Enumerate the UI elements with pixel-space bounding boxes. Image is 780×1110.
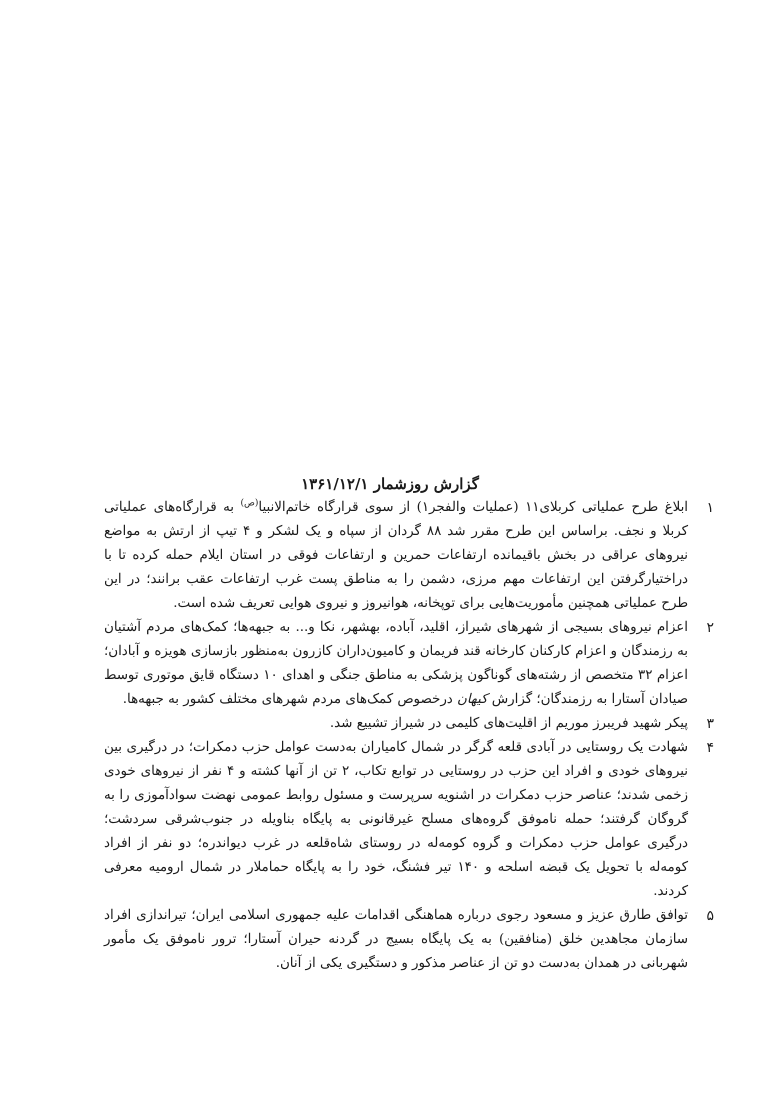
report-item-3 — [104, 712, 714, 736]
item-number: ۵ — [706, 908, 714, 924]
item-text-part: اعزام نیروهای بسیجی از شهرهای شیراز، اقلید، آباده، بهشهر، نکا و... به جبهه‌ها؛ کمک‌های مردم آشتیان به رزمندگان و اعزام کارکنان کارخانه قند فریمان و کامیون‌داران کازرون به‌منظور بازسازی هویزه و آبادان؛ اعزام ۳۲ متخصص از رشته‌های گوناگون پزشکی به مناطق جنگی و اهدای ۱۰ دستگاه قایق موتوری توسط صیادان آستارا به رزمندگان؛ گزارش — [104, 620, 688, 707]
report-item-5 — [104, 904, 714, 976]
report-item-4 — [104, 736, 714, 904]
newspaper-name: کیهان — [457, 692, 488, 707]
item-text: شهادت یک روستایی در آبادی قلعه گرگر در شمال کامیاران به‌دست عوامل حزب دمکرات؛ در درگیری بین نیروهای خودی و افراد این حزب در روستایی در توابع تکاب، ۲ تن از آنها کشته و ۴ نفر از نیروهای خودی زخمی شدند؛ عناصر حزب دمکرات در اشنویه سرپرست و مسئول روابط عمومی نهضت سوادآموزی را به گروگان گرفتند؛ حمله ناموفق گروه‌های مسلح غیرقانونی به پایگاه بناویله در جنوب‌شرقی سردشت؛ درگیری عوامل حزب دمکرات و گروه کومه‌له در روستای شاه‌قلعه در غرب دیواندره؛ دو نفر از افراد کومه‌له با تحویل یک قبضه اسلحه و ۱۴۰ تیر فشنگ، خود را به پایگاه حماملار در شمال ارومیه معرفی کردند. — [104, 740, 688, 899]
item-text-part: ابلاغ طرح عملیاتی کربلای۱۱ (عملیات والفجر۱) از سوی قرارگاه خاتم‌الانبیا — [258, 500, 689, 515]
item-text: توافق طارق عزیز و مسعود رجوی درباره هماهنگی اقدامات علیه جمهوری اسلامی ایران؛ تیراندازی افراد سازمان مجاهدین خلق (منافقین) به یک پایگاه بسیج در گردنه حیران آستارا؛ ترور ناموفق یک مأمور شهربانی در همدان به‌دست دو تن از عناصر مذکور و دستگیری یکی از آنان. — [104, 908, 688, 971]
item-number: ۲ — [706, 620, 714, 636]
report-title: گزارش روزشمار ۱۳۶۱/۱۲/۱ — [301, 475, 479, 493]
item-text: پیکر شهید فریبرز موریم از اقلیت‌های کلیمی در شیراز تشییع شد. — [329, 716, 688, 731]
item-text — [104, 616, 688, 712]
honorific-superscript: (ص) — [240, 498, 259, 509]
item-number: ۳ — [706, 716, 714, 732]
report-item-2 — [104, 616, 714, 712]
item-number: ۴ — [706, 740, 714, 756]
report-item-1 — [104, 496, 714, 616]
item-number: ۱ — [706, 500, 714, 516]
item-text — [104, 496, 688, 616]
item-text-part: درخصوص کمک‌های مردم شهرهای مختلف کشور به جبهه‌ها. — [122, 692, 458, 707]
item-text-part: به قرارگاه‌های عملیاتی کربلا و نجف. براساس این طرح مقرر شد ۸۸ گردان از سپاه و یک لشکر و ۴ تیپ از ارتش به مواضع نیروهای عراقی در بخش باقیمانده ارتفاعات حمرین و ارتفاعات فوقی در استان ایلام حمله کرده تا با دراختیارگرفتن این ارتفاعات مهم مرزی، دشمن را به مناطق پست غرب ارتفاعات عقب برانند؛ در این طرح عملیاتی همچنین مأموریت‌هایی برای توپخانه، هوانیروز و نیروی هوایی تعریف شده است. — [104, 500, 688, 611]
report-items-list — [104, 496, 714, 976]
